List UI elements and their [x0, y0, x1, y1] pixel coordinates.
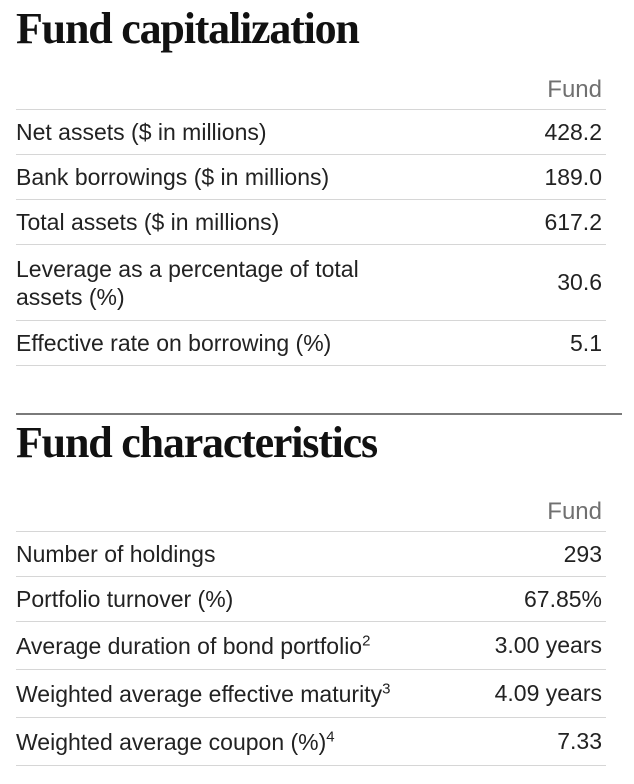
row-value: 189.0 [544, 163, 602, 190]
table-row [16, 200, 606, 245]
row-label: Effective rate on borrowing (%) [16, 330, 332, 356]
capitalization-column-header: Fund [16, 58, 606, 110]
row-label: Leverage as a percentage of total assets (%) [16, 255, 359, 310]
footnote-marker: 2 [362, 631, 371, 649]
table-row [16, 155, 606, 200]
table-row [16, 532, 606, 577]
characteristics-column-header: Fund [16, 472, 606, 532]
row-label: Portfolio turnover (%) [16, 586, 234, 612]
table-row [16, 577, 606, 622]
row-label: Bank borrowings ($ in millions) [16, 164, 330, 190]
table-row [16, 245, 606, 321]
row-label: Total assets ($ in millions) [16, 209, 280, 235]
row-label: Number of holdings [16, 541, 216, 567]
row-value: 428.2 [544, 118, 602, 145]
row-value: 617.2 [544, 208, 602, 235]
footnote-marker: 3 [382, 679, 391, 697]
table-row [16, 718, 606, 766]
row-label: Weighted average coupon (%)$^4$ [16, 727, 335, 755]
row-value: 67.85% [523, 585, 602, 612]
table-row [16, 622, 606, 670]
fund-characteristics-title: Fund characteristics [16, 418, 377, 467]
table-row [16, 670, 606, 718]
row-value: 30.6 [557, 269, 602, 295]
row-value: 5.1 [570, 329, 602, 356]
row-value: 4.09 years [494, 680, 602, 706]
fund-characteristics-section [16, 414, 606, 766]
fund-capitalization-section [16, 0, 606, 366]
footnote-marker: 4 [326, 727, 335, 745]
row-value: 3.00 years [494, 632, 602, 658]
row-label: Average duration of bond portfolio$^2$ [16, 631, 371, 659]
fund-capitalization-title: Fund capitalization [16, 4, 359, 53]
row-label: Weighted average effective maturity$^3$ [16, 679, 391, 707]
row-value: 293 [563, 540, 602, 567]
table-row [16, 110, 606, 155]
row-label: Net assets ($ in millions) [16, 119, 267, 145]
table-row [16, 321, 606, 366]
row-value: 7.33 [557, 728, 602, 754]
